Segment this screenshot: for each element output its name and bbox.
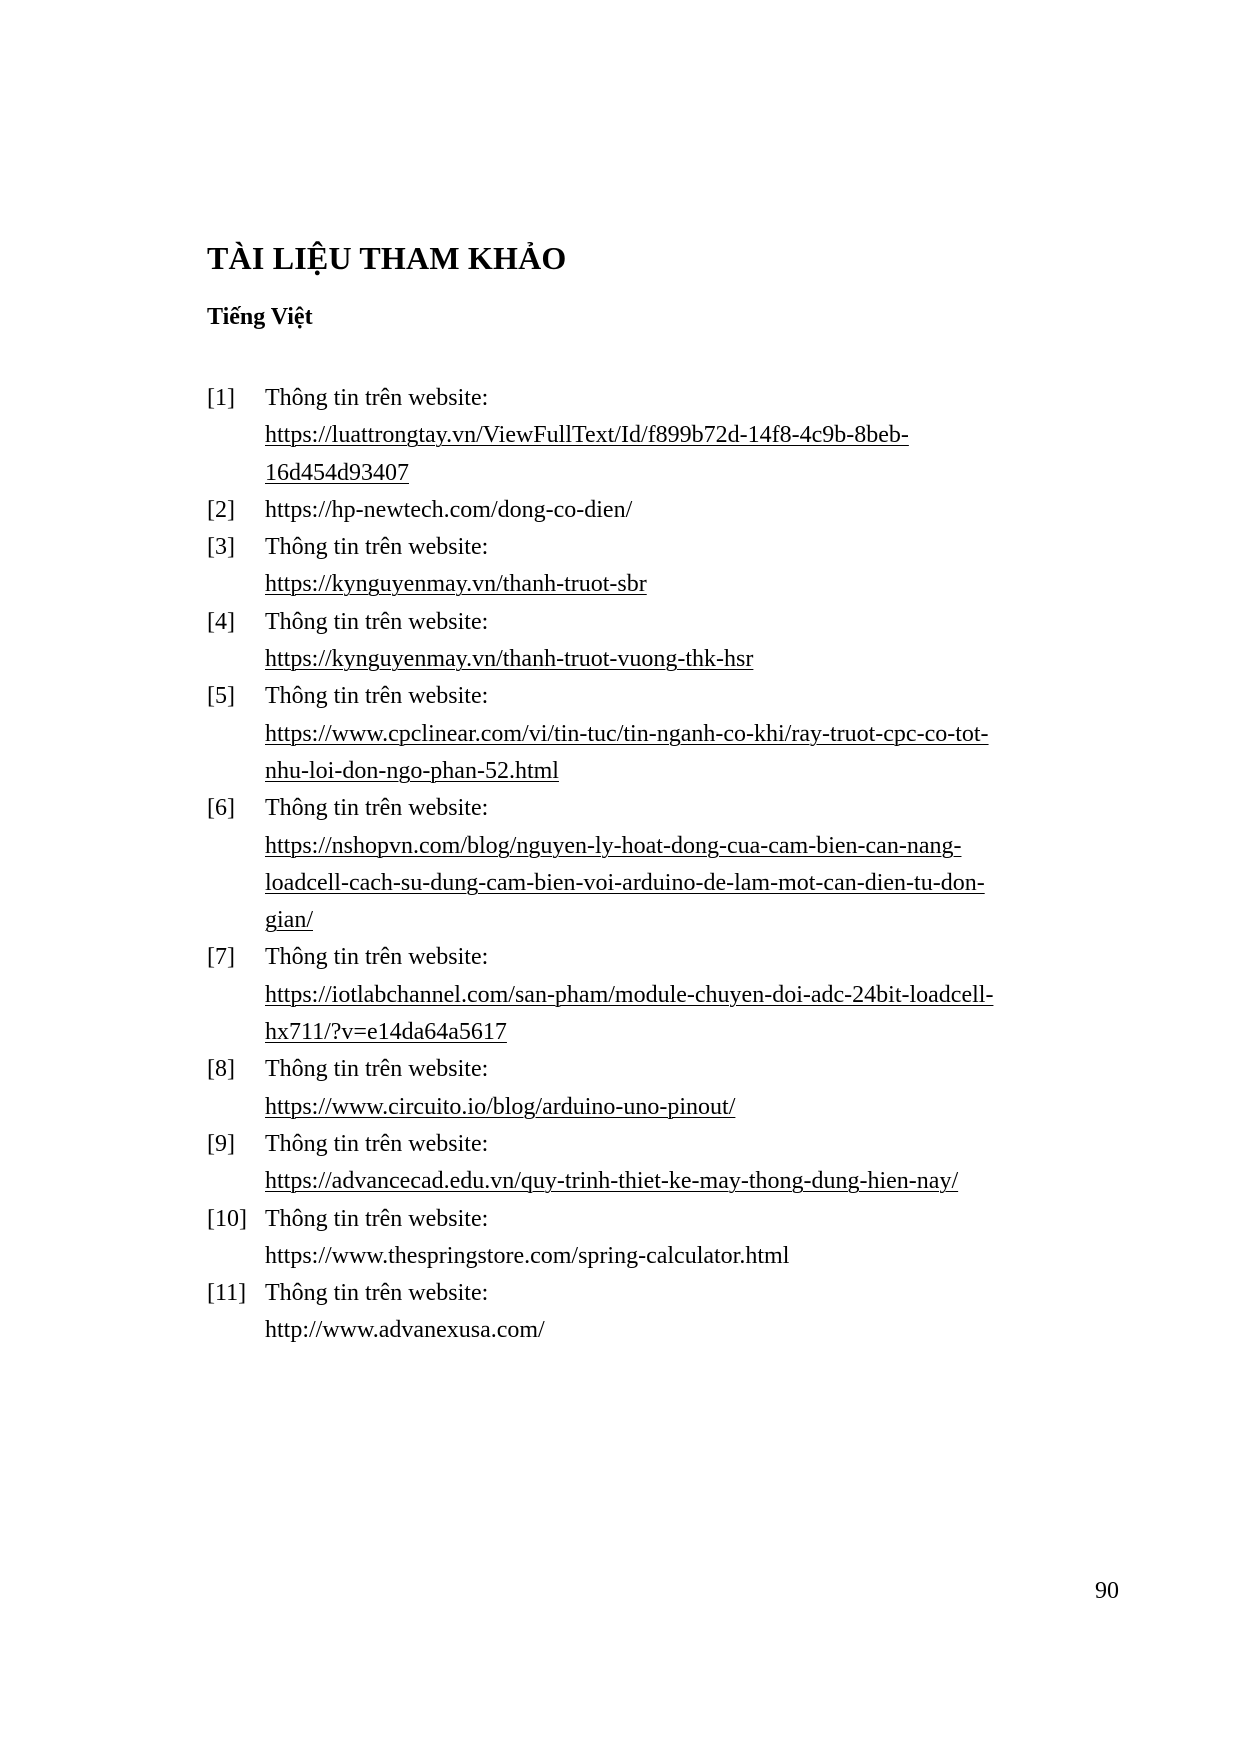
reference-intro: Thông tin trên website: bbox=[265, 944, 489, 971]
reference-item bbox=[207, 1275, 1097, 1350]
reference-link[interactable]: https://www.circuito.io/blog/arduino-uno-pinout/ bbox=[265, 1093, 736, 1120]
reference-link[interactable]: https://luattrongtay.vn/ViewFullText/Id/f899b72d-14f8-4c9b-8beb- bbox=[265, 422, 909, 449]
page-title: TÀI LIỆU THAM KHẢO bbox=[207, 240, 567, 276]
reference-link[interactable]: 16d454d93407 bbox=[265, 459, 409, 486]
reference-number: [7] bbox=[207, 944, 235, 971]
reference-link: https://www.thespringstore.com/spring-calculator.html bbox=[265, 1242, 790, 1269]
reference-link[interactable]: https://iotlabchannel.com/san-pham/module-chuyen-doi-adc-24bit-loadcell- bbox=[265, 981, 994, 1008]
reference-body bbox=[265, 529, 1097, 604]
reference-body bbox=[265, 678, 1097, 790]
reference-body bbox=[265, 1201, 1097, 1276]
reference-item bbox=[207, 678, 1097, 790]
reference-number: [3] bbox=[207, 534, 235, 561]
reference-body bbox=[265, 380, 1097, 492]
reference-body bbox=[265, 492, 1097, 529]
reference-body bbox=[265, 790, 1097, 939]
reference-body bbox=[265, 1051, 1097, 1126]
reference-item bbox=[207, 1201, 1097, 1276]
reference-body bbox=[265, 1126, 1097, 1201]
reference-intro: Thông tin trên website: bbox=[265, 1130, 489, 1157]
reference-list bbox=[207, 380, 1097, 1350]
reference-link[interactable]: https://kynguyenmay.vn/thanh-truot-sbr bbox=[265, 571, 647, 598]
reference-intro: Thông tin trên website: bbox=[265, 1056, 489, 1083]
reference-intro: Thông tin trên website: bbox=[265, 1205, 489, 1232]
page-number: 90 bbox=[1095, 1578, 1119, 1604]
reference-number: [2] bbox=[207, 496, 235, 523]
reference-link[interactable]: https://advancecad.edu.vn/quy-trinh-thiet-ke-may-thong-dung-hien-nay/ bbox=[265, 1168, 959, 1195]
reference-link[interactable]: https://kynguyenmay.vn/thanh-truot-vuong-thk-hsr bbox=[265, 646, 754, 673]
reference-link[interactable]: https://www.cpclinear.com/vi/tin-tuc/tin-nganh-co-khi/ray-truot-cpc-co-tot- bbox=[265, 720, 989, 747]
reference-link[interactable]: loadcell-cach-su-dung-cam-bien-voi-arduino-de-lam-mot-can-dien-tu-don- bbox=[265, 869, 985, 896]
reference-item bbox=[207, 492, 1097, 529]
reference-number: [6] bbox=[207, 795, 235, 822]
reference-item bbox=[207, 1126, 1097, 1201]
reference-number: [4] bbox=[207, 608, 235, 635]
reference-link[interactable]: hx711/?v=e14da64a5617 bbox=[265, 1019, 507, 1046]
reference-intro: Thông tin trên website: bbox=[265, 795, 489, 822]
reference-link[interactable]: nhu-loi-don-ngo-phan-52.html bbox=[265, 757, 559, 784]
reference-intro: Thông tin trên website: bbox=[265, 683, 489, 710]
reference-item bbox=[207, 380, 1097, 492]
reference-link: http://www.advanexusa.com/ bbox=[265, 1317, 545, 1344]
reference-number: [10] bbox=[207, 1205, 247, 1232]
reference-number: [9] bbox=[207, 1130, 235, 1157]
reference-item bbox=[207, 939, 1097, 1051]
reference-item bbox=[207, 1051, 1097, 1126]
reference-intro: Thông tin trên website: bbox=[265, 608, 489, 635]
reference-number: [5] bbox=[207, 683, 235, 710]
reference-intro: Thông tin trên website: bbox=[265, 1280, 489, 1307]
reference-link[interactable]: gian/ bbox=[265, 907, 313, 934]
reference-intro: Thông tin trên website: bbox=[265, 385, 489, 411]
reference-number: [1] bbox=[207, 385, 235, 411]
reference-body bbox=[265, 1275, 1097, 1350]
reference-link[interactable]: https://nshopvn.com/blog/nguyen-ly-hoat-dong-cua-cam-bien-can-nang- bbox=[265, 832, 962, 859]
reference-item bbox=[207, 790, 1097, 939]
reference-link: https://hp-newtech.com/dong-co-dien/ bbox=[265, 496, 633, 523]
reference-body bbox=[265, 939, 1097, 1051]
section-heading: Tiếng Việt bbox=[207, 304, 313, 330]
reference-intro: Thông tin trên website: bbox=[265, 534, 489, 561]
reference-item bbox=[207, 604, 1097, 679]
reference-item bbox=[207, 529, 1097, 604]
reference-number: [8] bbox=[207, 1056, 235, 1083]
reference-number: [11] bbox=[207, 1280, 247, 1307]
reference-body bbox=[265, 604, 1097, 679]
